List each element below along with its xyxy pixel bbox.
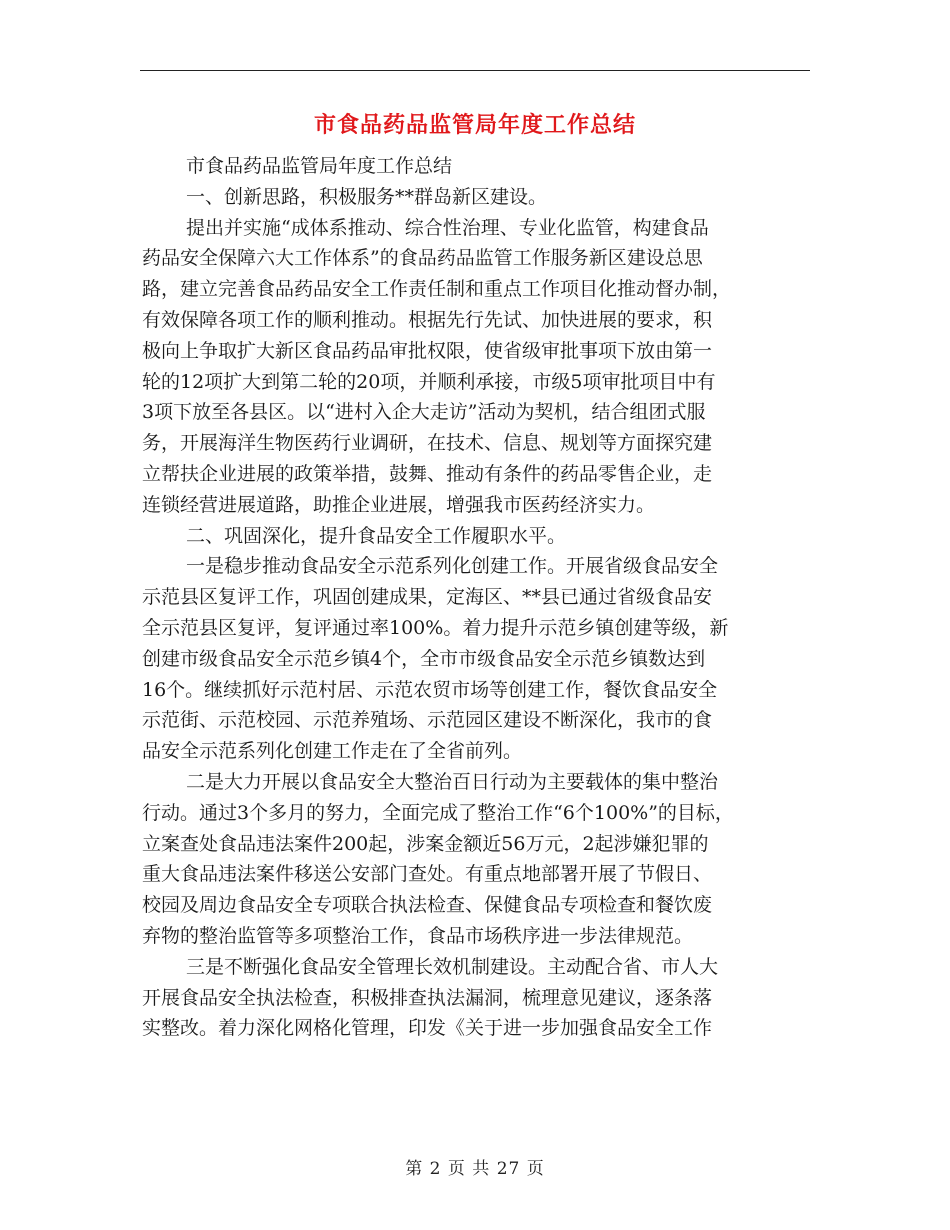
paragraph-line: 品安全示范系列化创建工作走在了全省前列。 (142, 740, 523, 763)
paragraph-line: 重大食品违法案件移送公安部门查处。有重点地部署开展了节假日、 (142, 863, 713, 886)
paragraph-line: 务，开展海洋生物医药行业调研，在技术、信息、规划等方面探究建 (142, 432, 713, 455)
paragraph-line: 路，建立完善食品药品安全工作责任制和重点工作项目化推动督办制， (142, 278, 732, 301)
paragraph-line: 示范街、示范校园、示范养殖场、示范园区建设不断深化，我市的食 (142, 709, 713, 732)
document-body (142, 151, 802, 1044)
page-number-footer: 第 2 页 共 27 页 (405, 1159, 545, 1179)
paragraph-line: 示范县区复评工作，巩固创建成果，定海区、**县已通过省级食品安 (142, 586, 713, 609)
section-heading: 一、创新思路，积极服务**群岛新区建设。 (186, 185, 548, 208)
paragraph-line: 药品安全保障六大工作体系”的食品药品监管工作服务新区建设总思 (142, 247, 703, 270)
paragraph-line: 16个。继续抓好示范村居、示范农贸市场等创建工作，餐饮食品安全 (142, 678, 718, 701)
paragraph-line: 一是稳步推动食品安全示范系列化创建工作。开展省级食品安全 (186, 555, 719, 578)
paragraph-line: 行动。通过3个多月的努力，全面完成了整治工作“6个100%”的目标， (142, 801, 734, 824)
section-heading: 二、巩固深化，提升食品安全工作履职水平。 (186, 524, 567, 547)
paragraph-line: 创建市级食品安全示范乡镇4个，全市市级食品安全示范乡镇数达到 (142, 647, 706, 670)
paragraph-line: 二是大力开展以食品安全大整治百日行动为主要载体的集中整治 (186, 770, 719, 793)
paragraph-line: 弃物的整治监管等多项整治工作，食品市场秩序进一步法律规范。 (142, 924, 694, 947)
paragraph-line: 立案查处食品违法案件200起，涉案金额近56万元，2起涉嫌犯罪的 (142, 832, 709, 855)
paragraph-line: 全示范县区复评，复评通过率100%。着力提升示范乡镇创建等级，新 (142, 616, 729, 639)
header-rule (140, 70, 810, 71)
document-title: 市食品药品监管局年度工作总结 (313, 112, 636, 138)
paragraph-line: 立帮扶企业进展的政策举措，鼓舞、推动有条件的药品零售企业，走 (142, 462, 713, 485)
paragraph-line: 实整改。着力深化网格化管理，印发《关于进一步加强食品安全工作 (142, 1017, 713, 1040)
paragraph-line: 三是不断强化食品安全管理长效机制建设。主动配合省、市人大 (186, 955, 719, 978)
paragraph-line: 极向上争取扩大新区食品药品审批权限，使省级审批事项下放由第一 (142, 339, 713, 362)
paragraph-line: 校园及周边食品安全专项联合执法检查、保健食品专项检查和餐饮废 (142, 894, 713, 917)
paragraph-line: 轮的12项扩大到第二轮的20项，并顺利承接，市级5项审批项目中有 (142, 370, 716, 393)
paragraph-line: 3项下放至各县区。以“进村入企大走访”活动为契机，结合组团式服 (142, 401, 706, 424)
paragraph-line: 提出并实施“成体系推动、综合性治理、专业化监管，构建食品 (186, 216, 709, 239)
paragraph-line: 市食品药品监管局年度工作总结 (186, 155, 453, 177)
paragraph-line: 开展食品安全执法检查，积极排查执法漏洞，梳理意见建议，逐条落 (142, 986, 713, 1009)
paragraph-line: 连锁经营进展道路，助推企业进展，增强我市医药经济实力。 (142, 493, 656, 516)
paragraph-line: 有效保障各项工作的顺利推动。根据先行先试、加快进展的要求，积 (142, 308, 713, 331)
